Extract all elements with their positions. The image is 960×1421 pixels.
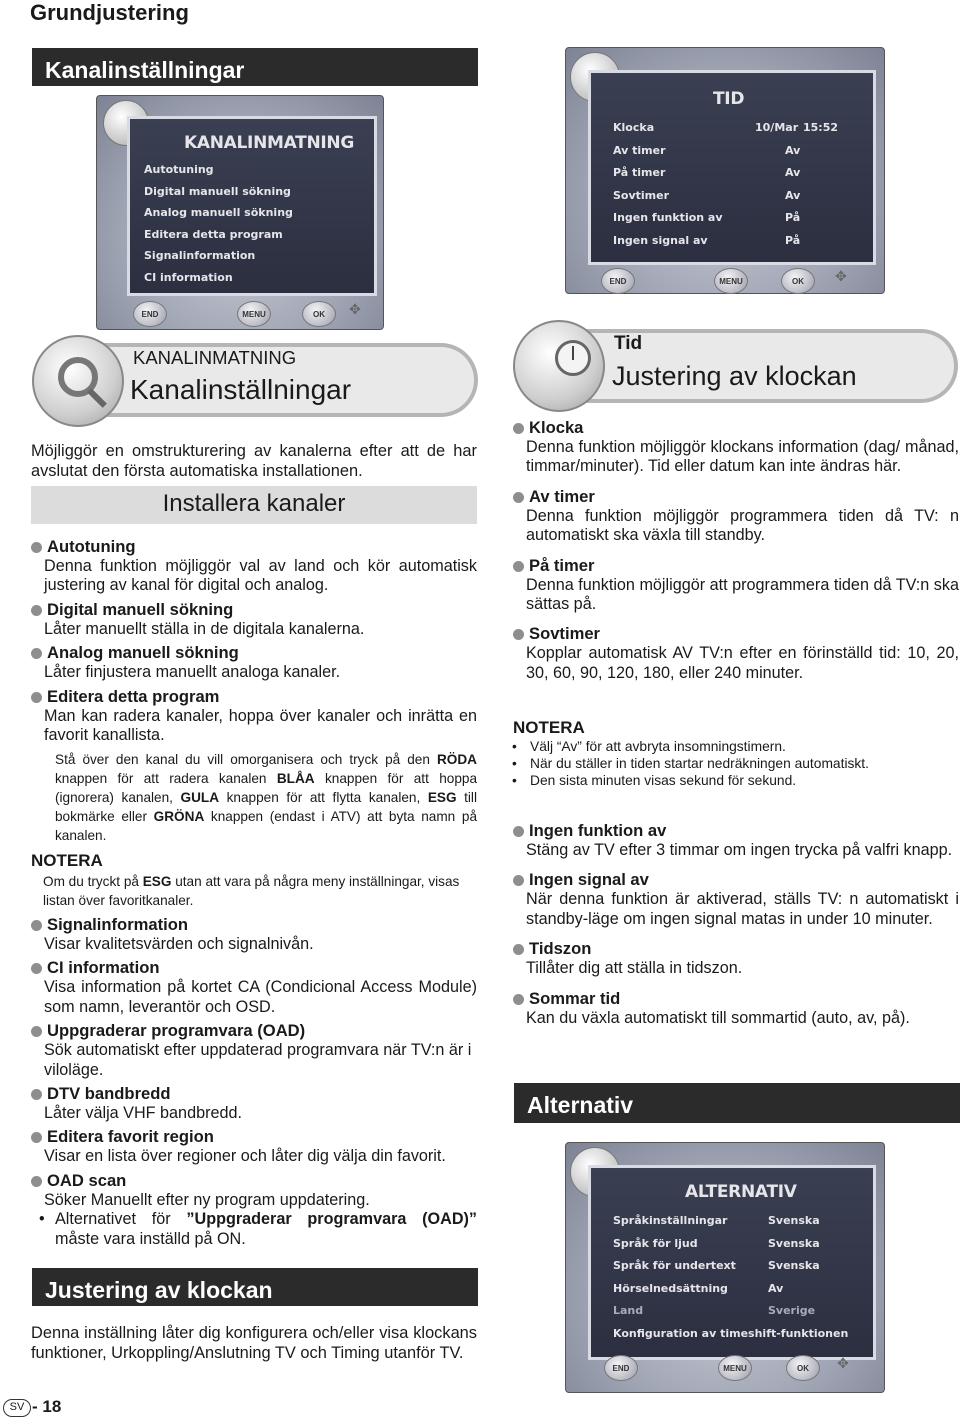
item-text: Sök automatiskt efter uppdaterad programvara när TV:n är i viloläge. [44, 1041, 472, 1079]
row-value: Av [768, 1281, 784, 1295]
tid-screenshot [565, 47, 885, 294]
language-badge: SV [3, 1399, 31, 1417]
item-text: Söker Manuellt efter ny program uppdatering. [44, 1190, 370, 1209]
list-item [31, 537, 477, 557]
menu-button: MENU [714, 268, 748, 294]
item-label: Ingen signal av [529, 870, 649, 890]
key-esg: ESG [427, 790, 457, 805]
section-bar-kanalinstallningar: Kanalinställningar [32, 48, 478, 86]
row-value: Svenska [768, 1236, 820, 1250]
list-item [513, 624, 959, 644]
section-title: Kanalinställningar [130, 374, 352, 405]
section-subtitle: KANALINMATNING [133, 347, 297, 368]
ok-button: OK [786, 1355, 820, 1381]
ok-button: OK [781, 268, 815, 294]
menu-row [613, 1323, 851, 1346]
row-value: Sverige [768, 1304, 816, 1318]
note-text: till bokmärke eller [55, 790, 477, 824]
row-value: På [785, 233, 801, 247]
row-label: Land [613, 1304, 644, 1318]
menu-item: Analog manuell sökning [144, 206, 293, 219]
item-text: Denna funktion möjliggör klockans information (dag/ månad, timmar/minuter). Tid eller datum kan inte ändras här. [526, 438, 959, 476]
list-item [31, 958, 477, 978]
note-text: Om du tryckt på [43, 874, 143, 889]
list-item [513, 939, 959, 959]
row-label: På timer [613, 166, 666, 180]
channel-items-2 [31, 915, 477, 1249]
clock-globe-icon [513, 320, 605, 412]
item-text: Visar en lista över regioner och låter dig välja din favorit. [44, 1147, 446, 1166]
row-label: Hörselnedsättning [613, 1281, 728, 1295]
item-text: Visa information på kortet CA (Condicional Access Module) som namn, leverantör och OSD. [44, 978, 477, 1016]
notera-item: • Välj “Av” för att avbryta insomningstimern. [508, 738, 958, 755]
item-label: Digital manuell sökning [47, 599, 234, 619]
end-button: END [604, 1355, 638, 1381]
list-item [31, 1127, 477, 1147]
menu-row [613, 1210, 851, 1233]
note-text: Stå över den kanal du vill omorganisera och tryck på den [55, 752, 437, 767]
end-button: END [133, 301, 167, 327]
item-label: Av timer [529, 486, 595, 506]
section-subtitle: Tid [614, 333, 643, 354]
oad-note: • Alternativet för ”Uppgraderar programvara (OAD)” måste vara inställd på ON. [39, 1210, 477, 1248]
item-label: Ingen funktion av [529, 821, 667, 840]
end-button: END [601, 268, 635, 294]
band-title: Installera kanaler [31, 486, 477, 524]
notera-item: • Den sista minuten visas sekund för sekund. [508, 772, 958, 789]
item-text: Denna funktion möjliggör programmera tiden då TV: n automatiskt ska växla till standby. [526, 506, 959, 545]
item-text: Låter finjustera manuellt analoga kanaler. [44, 663, 341, 682]
item-label: Sommar tid [529, 988, 621, 1008]
row-value: Av [785, 166, 801, 180]
item-text: Kan du växla automatiskt till sommartid (auto, av, på). [526, 1008, 910, 1027]
notera-text [43, 872, 477, 910]
item-label: OAD scan [47, 1170, 127, 1190]
kanalinmatning-screenshot [96, 95, 384, 330]
item-text: Denna funktion möjliggör val av land och kör automatisk justering av kanal för digital och analog. [44, 557, 477, 595]
menu-item: Autotuning [144, 163, 214, 176]
menu-row [613, 117, 851, 140]
item-text: När denna funktion är aktiverad, ställs TV: n automatiskt i standby-läge om ingen signal matas in under 10 minuter. [526, 890, 959, 928]
menu-item: Editera detta program [144, 227, 283, 241]
item-label: CI information [47, 958, 160, 978]
item-text: Man kan radera kanaler, hoppa över kanaler och inrätta en favorit kanallista. [44, 706, 477, 745]
menu-title: KANALINMATNING [184, 133, 354, 153]
edit-note [55, 750, 477, 845]
page-number: - 18 [32, 1397, 62, 1416]
menu-title: ALTERNATIV [685, 1182, 797, 1202]
row-value: Svenska [768, 1214, 820, 1227]
key-blue: BLÅA [276, 771, 315, 786]
row-label: Språkinställningar [613, 1214, 728, 1227]
note-text: Alternativet för [55, 1210, 187, 1229]
item-text: Låter välja VHF bandbredd. [44, 1104, 242, 1123]
row-label: Konfiguration av timeshift-funktionen [613, 1326, 849, 1340]
arrows-icon: ✥ [835, 268, 847, 284]
list-item [31, 687, 477, 707]
note-text: måste vara inställd på ON. [55, 1229, 246, 1248]
item-text: Tillåter dig att ställa in tidszon. [526, 959, 743, 978]
list-item [513, 487, 959, 507]
item-label: På timer [529, 555, 595, 575]
menu-button: MENU [718, 1355, 752, 1381]
item-label: Sovtimer [529, 624, 601, 644]
clock-items-2 [513, 821, 959, 1028]
note-text: knappen för att flytta kanalen, [219, 790, 428, 805]
menu-row [613, 207, 851, 230]
note-text: knappen för att radera kanalen [55, 771, 277, 786]
item-text: Låter manuellt ställa in de digitala kanalerna. [44, 619, 365, 638]
menu-panel [588, 70, 876, 265]
menu-row [613, 1278, 851, 1301]
row-value: Svenska [768, 1259, 820, 1273]
item-label: Signalinformation [47, 915, 189, 934]
menu-row [613, 1233, 851, 1256]
list-item [31, 1171, 477, 1191]
row-label: Klocka [613, 121, 655, 134]
item-label: Autotuning [47, 537, 136, 556]
section-bar-alternativ: Alternativ [514, 1083, 960, 1123]
row-value: Av [785, 143, 801, 157]
list-item [513, 418, 959, 438]
menu-item: CI information [144, 270, 233, 284]
note-text: utan att vara på några meny inställningar, visas listan över favoritkanaler. [43, 874, 460, 908]
item-text: Denna funktion möjliggör att programmera tiden då TV:n ska sättas på. [526, 575, 959, 614]
key-red: RÖDA [436, 752, 477, 767]
note-text: knappen för att hoppa (ignorera) kanalen, [55, 771, 478, 805]
row-label: Av timer [613, 143, 666, 157]
clock-intro: Denna inställning låter dig konfigurera och/eller visa klockans funktioner, Urkoppling/Anslutning TV och Timing utanför TV. [31, 1324, 477, 1362]
menu-row [613, 1255, 851, 1278]
row-value: På [785, 211, 801, 225]
menu-row [613, 162, 851, 185]
list-item [31, 600, 477, 620]
list-item [513, 556, 959, 576]
item-label: Editera detta program [47, 686, 220, 706]
section-title: Justering av klockan [612, 361, 857, 391]
list-item [31, 915, 477, 935]
arrows-icon: ✥ [837, 1355, 849, 1371]
menu-row [613, 185, 851, 208]
list-item [31, 643, 477, 663]
item-text: Kopplar automatisk AV TV:n efter en förinställd tid: 10, 20, 30, 60, 90, 120, 180, eller 240 minuter. [526, 644, 959, 682]
notera-title: NOTERA [513, 718, 585, 737]
satellite-icon [32, 335, 124, 427]
item-text: Stäng av TV efter 3 timmar om ingen trycka på valfri knapp. [526, 841, 953, 859]
row-label: Ingen signal av [613, 233, 708, 247]
intro-text: Möjliggör en omstrukturering av kanalerna efter att de har avslutat den första automatiska installationen. [31, 442, 477, 480]
row-value: 15:52 [803, 121, 839, 134]
item-label: DTV bandbredd [47, 1084, 171, 1104]
row-value: Av [785, 188, 801, 202]
key-esg: ESG [142, 874, 172, 889]
clock-items [513, 418, 959, 683]
list-item [513, 821, 959, 841]
key-green: GRÖNA [153, 809, 205, 824]
item-label: Analog manuell sökning [47, 643, 239, 663]
item-label: Uppgraderar programvara (OAD) [47, 1021, 306, 1041]
note-key: ”Uppgraderar programvara (OAD)” [186, 1210, 477, 1229]
notera-title: NOTERA [31, 851, 103, 870]
item-text: Visar kvalitetsvärden och signalnivån. [44, 935, 314, 953]
list-item [31, 1084, 477, 1104]
notera-item: • När du ställer in tiden startar nedräkningen automatiskt. [508, 755, 958, 772]
page-heading: Grundjustering [30, 0, 189, 25]
menu-row [613, 230, 851, 253]
row-label: Ingen funktion av [613, 211, 723, 225]
item-label: Editera favorit region [47, 1127, 214, 1147]
menu-item: Digital manuell sökning [144, 184, 291, 198]
menu-item: Signalinformation [144, 249, 256, 262]
row-label: Språk för ljud [613, 1236, 698, 1250]
menu-row-disabled [613, 1300, 851, 1323]
list-item [513, 989, 959, 1009]
key-yellow: GULA [180, 790, 220, 805]
list-item [31, 1021, 477, 1041]
list-item [513, 870, 959, 890]
menu-panel [127, 116, 377, 296]
channel-items [31, 537, 477, 745]
menu-title: TID [713, 89, 745, 109]
ok-button: OK [302, 301, 336, 327]
row-value: 10/Mar [755, 121, 799, 134]
note-text: knappen (endast i ATV) att byta namn på kanalen. [55, 809, 477, 843]
menu-button: MENU [237, 301, 271, 327]
row-label: Språk för undertext [613, 1259, 736, 1273]
menu-row [613, 140, 851, 163]
menu-panel [588, 1165, 876, 1360]
item-label: Klocka [529, 418, 584, 437]
notera-list [508, 738, 958, 789]
item-label: Tidszon [529, 939, 592, 959]
row-label: Sovtimer [613, 188, 670, 202]
section-bar-justering: Justering av klockan [32, 1268, 478, 1306]
alternativ-screenshot [565, 1142, 885, 1393]
arrows-icon: ✥ [349, 301, 361, 317]
